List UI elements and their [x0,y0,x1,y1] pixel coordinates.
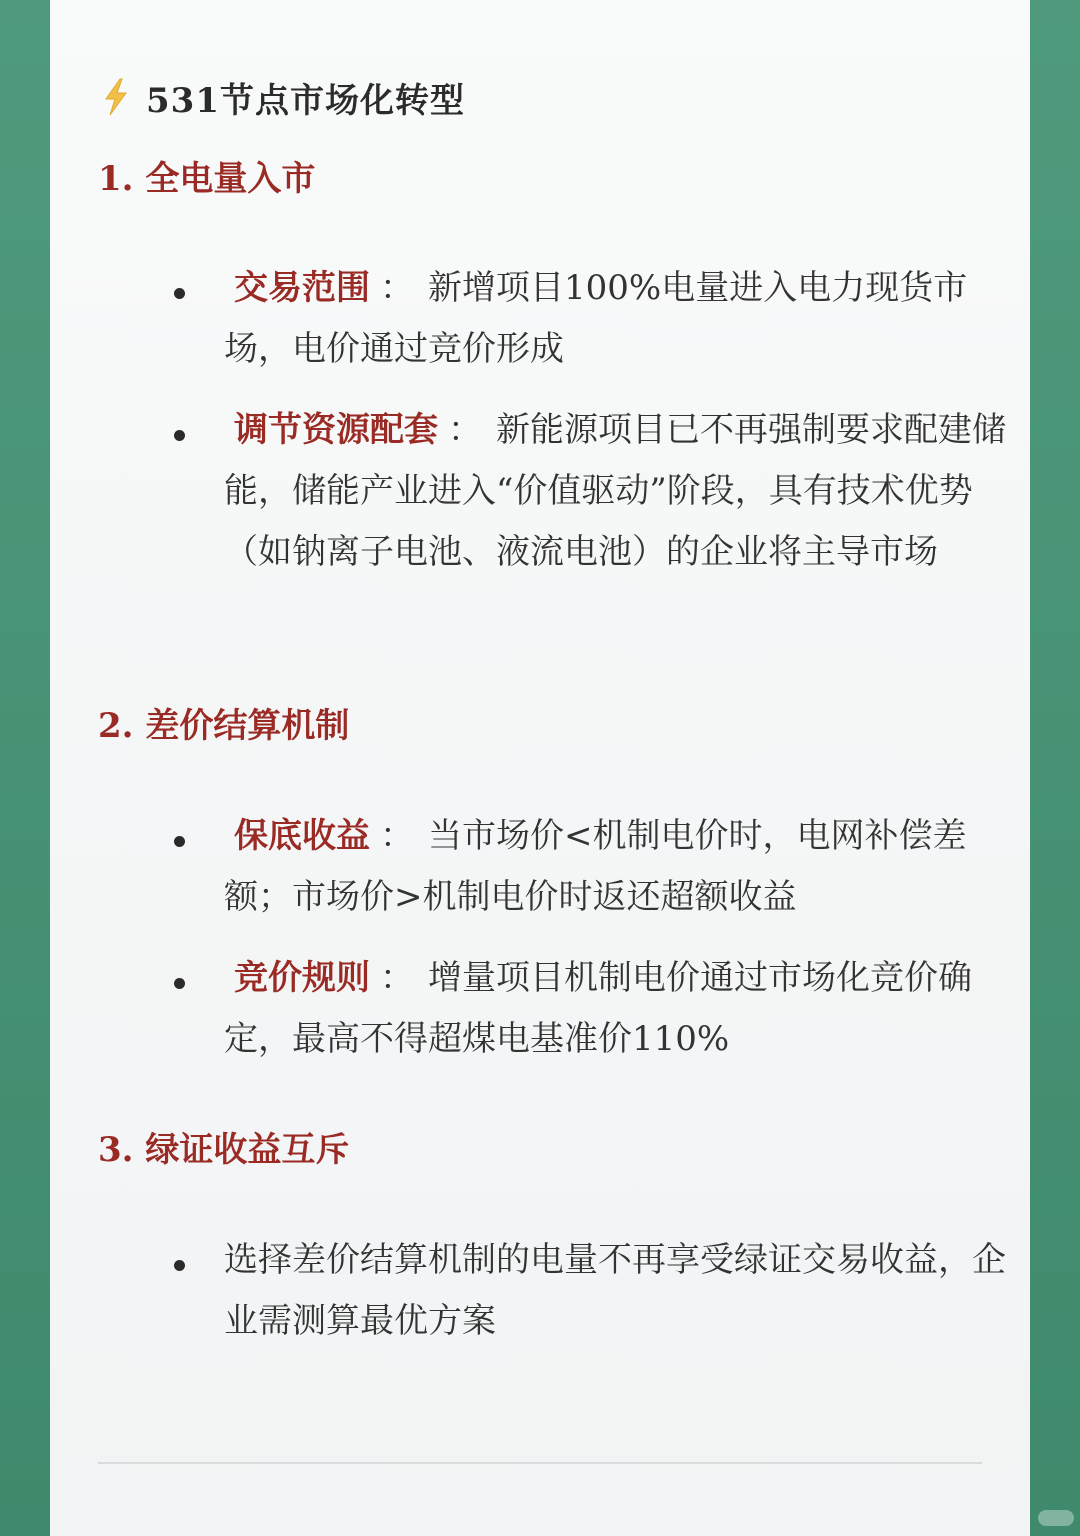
list-item-text [224,400,1014,583]
item-description: 增量项目机制电价通过市场化竞价确定，最高不得超煤电基准价110% [224,958,972,1059]
list-item [172,956,972,1080]
section-heading-1: 1. 全电量入市 [98,159,316,199]
list-item-text [224,1230,1014,1352]
keyword-label: 调节资源配套 [234,410,438,450]
colon: ： [448,410,482,450]
section-heading-3: 3. 绿证收益互斥 [98,1130,350,1170]
bullet-icon [174,978,185,989]
list-item [172,266,972,390]
list-item-text [224,806,1014,928]
item-description: 新能源项目已不再强制要求配建储能，储能产业进入“价值驱动”阶段，具有技术优势（如钠离子电池、液流电池）的企业将主导市场 [224,410,1006,572]
bullet-icon [174,430,185,441]
item-description: 选择差价结算机制的电量不再享受绿证交易收益，企业需测算最优方案 [224,1240,1006,1341]
keyword-label: 交易范围 [234,268,370,308]
colon: ： [380,268,414,308]
item-description: 当市场价<机制电价时，电网补偿差额；市场价>机制电价时返还超额收益 [224,816,967,917]
list-item [172,814,972,938]
colon: ： [380,816,414,856]
section-heading-2: 2. 差价结算机制 [98,706,350,746]
list-item [172,1238,1006,1362]
colon: ： [380,958,414,998]
item-description: 新增项目100%电量进入电力现货市场，电价通过竞价形成 [224,268,968,369]
watermark [1038,1510,1074,1526]
page-title: 531节点市场化转型 [146,80,465,121]
keyword-label: 保底收益 [234,816,370,856]
list-item [172,408,1006,658]
keyword-label: 竞价规则 [234,958,370,998]
document-card [50,0,1030,1536]
bullet-icon [174,836,185,847]
list-item-text [224,258,1014,380]
bullet-icon [174,1260,185,1271]
divider [98,1462,982,1464]
title-row [100,72,465,122]
lightning-bolt-icon [100,77,132,117]
bullet-icon [174,288,185,299]
list-item-text [224,948,1014,1070]
